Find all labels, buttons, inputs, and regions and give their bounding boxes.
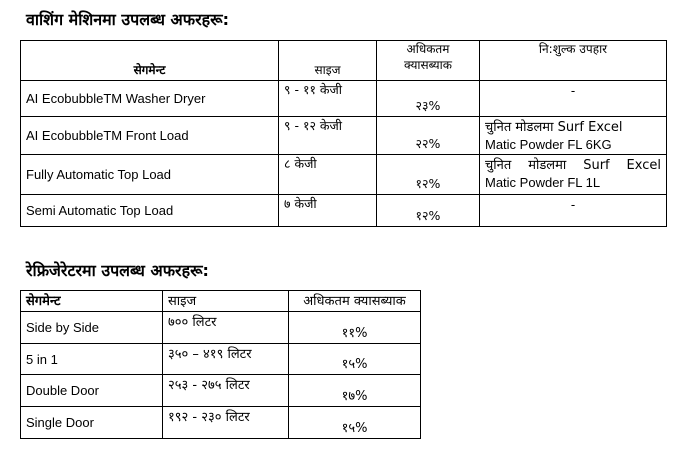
- washing-machine-heading: वाशिंग मेशिनमा उपलब्ध अफरहरू:: [26, 10, 229, 29]
- size-cell: ३५० – ४१९ लिटर: [163, 344, 289, 375]
- table-row: [21, 155, 667, 195]
- gift-cell: [480, 155, 667, 195]
- gift-cell: [480, 195, 667, 227]
- table-header-row: [21, 41, 667, 81]
- segment-cell: Single Door: [21, 407, 163, 439]
- header-cashback: अधिकतम क्यासब्याक: [289, 291, 421, 312]
- cashback-cell: १२%: [377, 195, 480, 227]
- cashback-cell: १२%: [377, 155, 480, 195]
- gift-line: चुनित मोडलमा Surf Excel: [485, 158, 661, 173]
- table-header-row: [21, 291, 421, 312]
- refrigerator-table: [20, 290, 421, 439]
- header-size: साइज: [279, 41, 377, 81]
- segment-cell: AI EcobubbleTM Front Load: [21, 117, 279, 155]
- table-row: [21, 375, 421, 407]
- table-row: [21, 117, 667, 155]
- size-cell: ७ केजी: [279, 195, 377, 227]
- segment-cell: Double Door: [21, 375, 163, 407]
- gift-cell: [480, 81, 667, 117]
- gift-line: Matic Powder FL 1L: [485, 175, 601, 190]
- segment-cell: Side by Side: [21, 312, 163, 344]
- gift-line: Matic Powder FL 6KG: [485, 137, 612, 152]
- size-cell: ८ केजी: [279, 155, 377, 195]
- size-cell: ७०० लिटर: [163, 312, 289, 344]
- cashback-cell: २३%: [377, 81, 480, 117]
- table-row: [21, 312, 421, 344]
- header-gift: नि:शुल्क उपहार: [480, 41, 667, 81]
- size-cell: ९ - ११ केजी: [279, 81, 377, 117]
- header-segment: सेगमेन्ट: [21, 41, 279, 81]
- header-cashback: अधिकतम क्यासब्याक: [377, 41, 480, 81]
- table-row: [21, 407, 421, 439]
- cashback-cell: १७%: [289, 375, 421, 407]
- table-row: [21, 344, 421, 375]
- cashback-cell: १५%: [289, 344, 421, 375]
- table-row: [21, 195, 667, 227]
- segment-cell: Fully Automatic Top Load: [21, 155, 279, 195]
- size-cell: ९ - १२ केजी: [279, 117, 377, 155]
- washing-machine-table: [20, 40, 667, 227]
- cashback-cell: १५%: [289, 407, 421, 439]
- refrigerator-heading: रेफ्रिजेरेटरमा उपलब्ध अफरहरू:: [26, 261, 209, 280]
- gift-line: -: [570, 197, 576, 212]
- header-size: साइज: [163, 291, 289, 312]
- size-cell: २५३ - २७५ लिटर: [163, 375, 289, 407]
- segment-cell: AI EcobubbleTM Washer Dryer: [21, 81, 279, 117]
- segment-cell: Semi Automatic Top Load: [21, 195, 279, 227]
- gift-line: चुनित मोडलमा Surf Excel: [485, 120, 623, 135]
- cashback-cell: २२%: [377, 117, 480, 155]
- table-row: [21, 81, 667, 117]
- gift-line: -: [570, 83, 576, 98]
- segment-cell: 5 in 1: [21, 344, 163, 375]
- gift-cell: [480, 117, 667, 155]
- cashback-cell: ११%: [289, 312, 421, 344]
- size-cell: १९२ - २३० लिटर: [163, 407, 289, 439]
- header-segment: सेगमेन्ट: [21, 291, 163, 312]
